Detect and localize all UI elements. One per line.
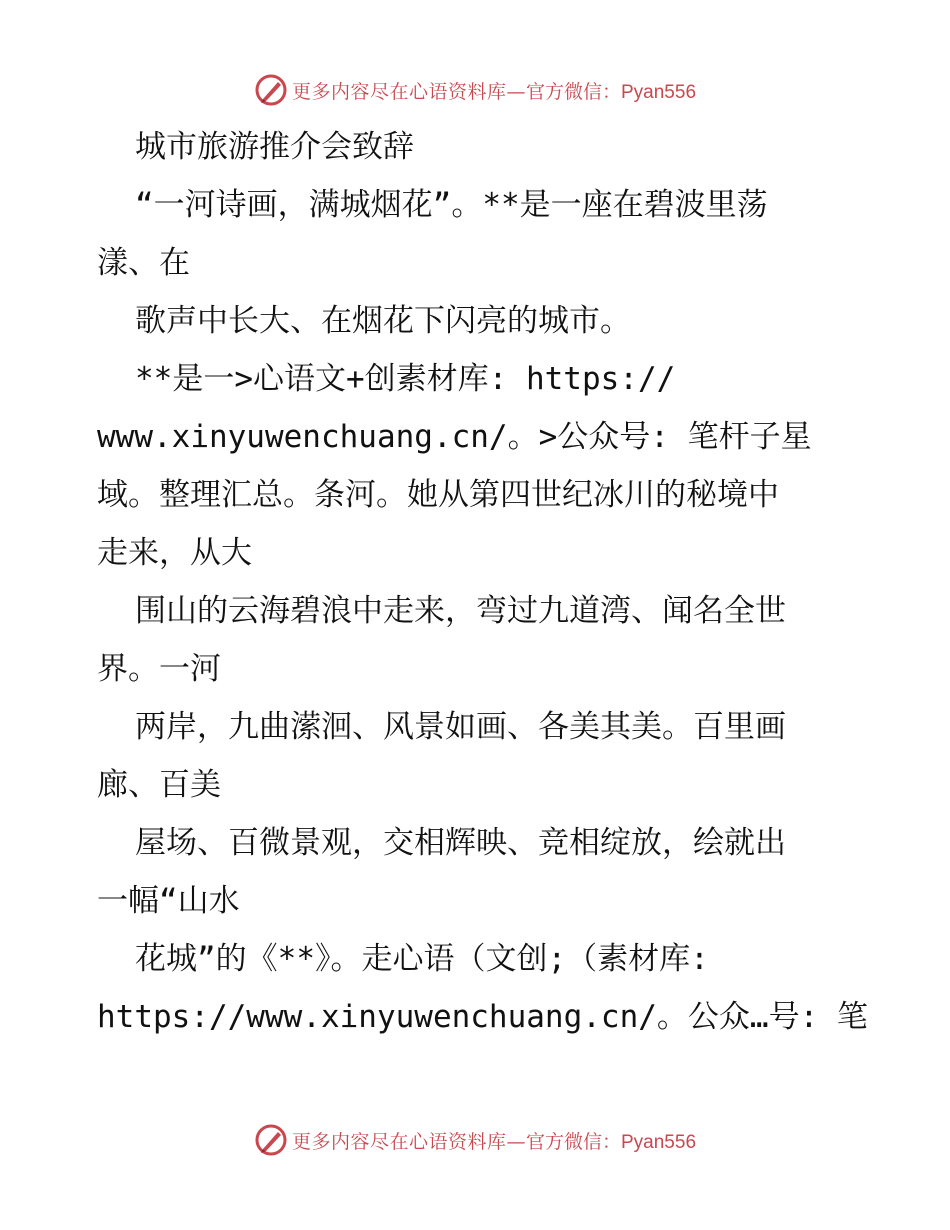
banner-contact: 官方微信：Pyan556: [526, 1131, 697, 1153]
text-line: 界。一河: [97, 651, 221, 687]
footer-banner: [0, 1120, 950, 1160]
pen-logo-icon: [254, 1123, 288, 1157]
header-banner: [0, 70, 950, 110]
text-line: 域。整理汇总。条河。她从第四世纪冰川的秘境中: [97, 477, 779, 513]
text-line: 花城”的《**》。走心语（文创;（素材库:: [135, 941, 709, 977]
body-text: [97, 118, 868, 1046]
text-line: 廊、百美: [97, 767, 221, 803]
banner-text: 更多内容尽在心语资料库—: [291, 1130, 526, 1153]
banner-contact: 官方微信：Pyan556: [526, 81, 697, 103]
text-line: 一幅“山水: [97, 883, 240, 919]
text-line: 走来，从大: [97, 535, 252, 571]
text-line: www.xinyuwenchuang.cn/。>公众号: 笔杆子星: [97, 419, 812, 455]
text-line: **是一>心语文+创素材库: https://: [135, 361, 676, 397]
text-line: 屋场、百微景观，交相辉映、竞相绽放，绘就出: [135, 825, 786, 861]
text-line: 歌声中长大、在烟花下闪亮的城市。: [135, 303, 631, 339]
text-line: 漾、在: [97, 245, 190, 281]
text-line: 两岸，九曲潆洄、风景如画、各美其美。百里画: [135, 709, 786, 745]
pen-logo-icon: [254, 73, 288, 107]
text-line: “一河诗画，满城烟花”。**是一座在碧波里荡: [135, 187, 768, 223]
text-line: https://www.xinyuwenchuang.cn/。公众…号: 笔: [97, 999, 868, 1035]
banner-text: 更多内容尽在心语资料库—: [291, 80, 526, 103]
text-line: 城市旅游推介会致辞: [135, 129, 414, 165]
text-line: 围山的云海碧浪中走来，弯过九道湾、闻名全世: [135, 593, 786, 629]
